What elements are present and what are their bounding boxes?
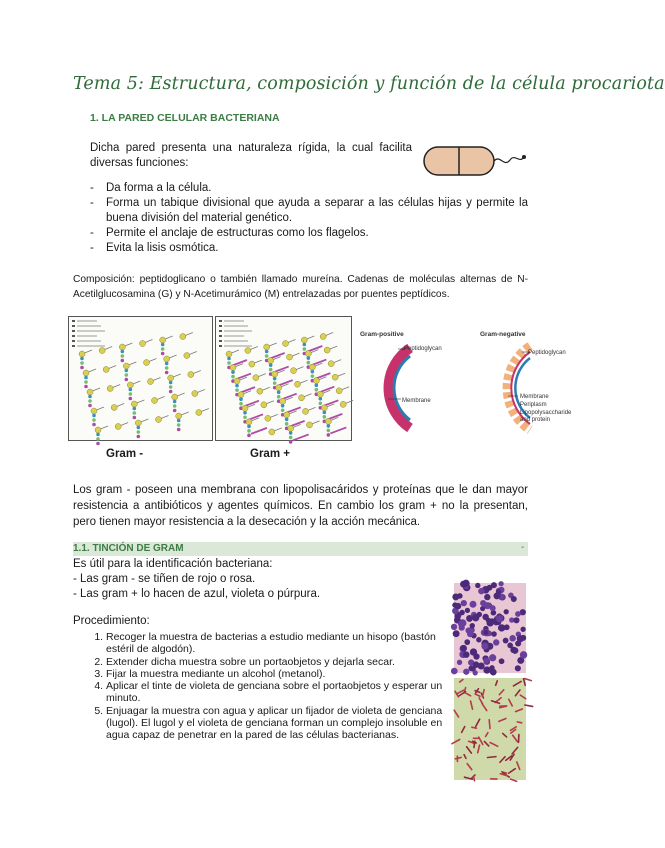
legend-line	[77, 346, 105, 347]
peptide-unit	[327, 424, 331, 428]
sugar-unit	[299, 395, 305, 401]
gram-negative-lattice-figure	[68, 316, 213, 441]
sugar-unit	[321, 405, 327, 411]
gn-periplasm-label: Periplasm	[520, 402, 547, 408]
legend-line	[77, 341, 101, 342]
peptide-unit	[129, 388, 133, 392]
legend-line	[77, 336, 97, 337]
gn-lps-label-1: Lipopolysaccharide	[520, 410, 572, 416]
sugar-unit	[280, 398, 286, 404]
procedure-step: 4. Aplicar el tinte de violeta de genciana sobre el portaobjetos y esperar un minuto.	[106, 680, 461, 705]
bacillus	[474, 776, 475, 781]
sugar-unit	[91, 408, 97, 414]
sugar-unit	[317, 391, 323, 397]
peptide-unit	[285, 422, 289, 426]
sugar-unit	[156, 417, 162, 423]
legend-key	[219, 345, 222, 347]
legend-line	[77, 331, 105, 332]
peptide-unit	[80, 366, 84, 370]
sugar-unit	[291, 368, 297, 374]
peptide-unit	[315, 383, 319, 387]
peptide-unit	[247, 425, 251, 429]
sugar-unit	[152, 398, 158, 404]
sugar-unit	[79, 351, 85, 357]
sugar-unit	[269, 429, 275, 435]
legend-key	[219, 340, 222, 342]
sugar-unit	[83, 370, 89, 376]
sugar-unit	[172, 394, 178, 400]
sugar-unit	[276, 385, 282, 391]
peptide-unit	[281, 404, 285, 408]
coccus	[496, 615, 503, 622]
sugar-unit	[168, 375, 174, 381]
coccus	[464, 639, 470, 645]
peptide-unit	[231, 375, 235, 379]
peptide-unit	[303, 347, 307, 351]
legend-line	[77, 326, 101, 327]
bacillus	[488, 757, 496, 758]
procedure-step: 2. Extender dicha muestra sobre un portaobjetos y dejarla secar.	[106, 656, 461, 668]
sugar-unit	[196, 410, 202, 416]
legend-key	[72, 325, 75, 327]
section-heading-tincion: 1.1. TINCIÓN DE GRAM	[73, 543, 184, 554]
sugar-unit	[234, 378, 240, 384]
procedure-steps	[88, 631, 461, 742]
peptide-unit	[265, 350, 269, 354]
peptide-unit	[277, 395, 281, 399]
sugar-unit	[246, 419, 252, 425]
coccus	[515, 665, 521, 671]
gram-negative-wall-diagram	[470, 326, 595, 436]
micrograph-gram-positive	[454, 583, 526, 673]
gn-membrane-label: Membrane	[520, 394, 549, 400]
sugar-unit	[287, 354, 293, 360]
functions-list	[90, 181, 528, 256]
sugar-unit	[87, 389, 93, 395]
sugar-unit	[238, 392, 244, 398]
peptide-unit	[165, 371, 169, 375]
gn-peptidoglycan-label: Peptidoglycan	[528, 350, 566, 356]
peptide-unit	[235, 388, 239, 392]
coccus	[520, 651, 527, 658]
coccus	[457, 593, 463, 599]
peptide-unit	[243, 415, 247, 419]
coccus	[473, 670, 478, 675]
legend-key	[219, 320, 222, 322]
intro-paragraph: Dicha pared presenta una naturaleza rígida, la cual facilita diversas funciones:	[90, 142, 412, 169]
peptide-unit	[273, 377, 277, 381]
coccus	[451, 668, 458, 675]
sugar-unit	[180, 334, 186, 340]
bacillus	[472, 727, 477, 728]
bacillus	[517, 722, 521, 723]
coccus	[513, 617, 519, 623]
gp-membrane-label: Membrane	[402, 398, 431, 404]
coccus	[475, 583, 480, 588]
sugar-unit	[127, 382, 133, 388]
peptide-unit	[121, 359, 125, 363]
section-heading-dash: -	[521, 542, 525, 553]
utility-text: Es útil para la identificación bacteriana:	[73, 558, 273, 570]
utility-item: - Las gram + lo hacen de azul, violeta o púrpura.	[73, 588, 321, 600]
sugar-unit	[245, 348, 251, 354]
peptide-unit	[303, 343, 307, 347]
legend-line	[224, 336, 244, 337]
procedure-step: 5. Enjuagar la muestra con agua y aplicar un fijador de violeta de genciana (lugol). El lugol y el violeta de genciana forman un complejo insoluble en agua capaz de penetrar en la pared de las células bacterianas.	[106, 705, 461, 742]
sugar-unit	[283, 341, 289, 347]
gp-title: Gram-positive	[360, 331, 404, 338]
peptide-unit	[285, 418, 289, 422]
peptide-unit	[133, 407, 137, 411]
legend-line	[224, 331, 252, 332]
peptide-unit	[173, 404, 177, 408]
procedure-step: 3. Fijar la muestra mediante un alcohol (metanol).	[106, 668, 461, 680]
coccus	[463, 669, 469, 675]
coccus	[478, 663, 485, 670]
sugar-unit	[325, 418, 331, 424]
coccus	[503, 638, 509, 644]
page-title: Tema 5: Estructura, composición y función de la célula procariota	[73, 74, 665, 94]
sugar-unit	[268, 358, 274, 364]
legend-line	[224, 326, 248, 327]
peptide-unit	[247, 429, 251, 433]
coccus	[463, 651, 470, 658]
peptide-unit	[307, 356, 311, 360]
sugar-unit	[261, 402, 267, 408]
procedure-step: 1. Recoger la muestra de bacterias a estudio mediante un hisopo (bastón estéril de algodón).	[106, 631, 461, 656]
peptide-unit	[247, 434, 251, 438]
coccus	[489, 654, 496, 661]
sugar-unit	[111, 405, 117, 411]
sugar-unit	[309, 364, 315, 370]
peptide-unit	[121, 350, 125, 354]
sugar-unit	[324, 347, 330, 353]
sugar-unit	[249, 361, 255, 367]
coccus	[487, 619, 494, 626]
peptide-unit	[129, 397, 133, 401]
coccus	[515, 640, 521, 646]
sugar-unit	[303, 408, 309, 414]
peptide-unit	[327, 429, 331, 433]
sugar-unit	[295, 381, 301, 387]
sugar-unit	[328, 361, 334, 367]
coccus	[504, 624, 510, 630]
coccus	[482, 614, 488, 620]
coccus	[457, 660, 462, 665]
peptide-unit	[133, 416, 137, 420]
legend-key	[219, 330, 222, 332]
peptide-unit	[161, 347, 165, 351]
coccus	[481, 643, 488, 650]
peptide-unit	[239, 402, 243, 406]
peptide-unit	[311, 374, 315, 378]
sugar-unit	[305, 351, 311, 357]
coccus	[512, 647, 519, 654]
sugar-unit	[257, 388, 263, 394]
peptide-unit	[125, 369, 129, 373]
utility-block	[73, 557, 443, 602]
sugar-unit	[99, 348, 105, 354]
peptide-unit	[129, 392, 133, 396]
peptide-unit	[92, 418, 96, 422]
coccus	[460, 581, 467, 588]
gram-positive-lattice-figure	[215, 316, 352, 441]
peptide-unit	[315, 388, 319, 392]
coccus	[467, 631, 474, 638]
coccus	[491, 631, 496, 636]
peptide-unit	[173, 400, 177, 404]
coccus	[511, 596, 517, 602]
peptide-unit	[319, 401, 323, 405]
legend-key	[72, 320, 75, 322]
coccus	[459, 610, 464, 615]
peptide-unit	[177, 428, 181, 432]
coccus	[493, 639, 499, 645]
coccus	[484, 594, 490, 600]
utility-item: - Las gram - se tiñen de rojo o rosa.	[73, 573, 256, 585]
coccus	[520, 627, 525, 632]
peptide-unit	[88, 404, 92, 408]
sugar-unit	[242, 405, 248, 411]
sugar-unit	[176, 413, 182, 419]
sugar-unit	[164, 356, 170, 362]
gp-peptidoglycan-label: Peptidoglycan	[404, 346, 442, 352]
peptide-unit	[161, 343, 165, 347]
peptide-unit	[96, 442, 100, 446]
peptide-unit	[277, 390, 281, 394]
coccus	[504, 609, 509, 614]
legend-line	[224, 346, 252, 347]
peptide-unit	[239, 397, 243, 401]
legend-key	[72, 335, 75, 337]
list-item: - Evita la lisis osmótica.	[90, 241, 528, 256]
peptide-unit	[92, 414, 96, 418]
sugar-unit	[272, 371, 278, 377]
legend-key	[219, 325, 222, 327]
peptide-unit	[227, 357, 231, 361]
sugar-unit	[226, 351, 232, 357]
coccus	[461, 600, 467, 606]
peptide-unit	[169, 381, 173, 385]
coccus	[472, 614, 479, 621]
coccus	[480, 606, 485, 611]
peptide-unit	[307, 361, 311, 365]
peptide-unit	[137, 435, 141, 439]
peptide-unit	[243, 411, 247, 415]
peptide-unit	[289, 436, 293, 440]
composition-paragraph: Composición: peptidoglicano o también llamado mureína. Cadenas de moléculas alternas de N-Acetilglucosamina (G) y N-Acetimurámico (M) entrelazadas por puentes peptídicos.	[73, 274, 528, 300]
gram-comparison-paragraph: Los gram - poseen una membrana con lipopolisacáridos y proteínas que le dan mayor resistencia a antibióticos y agentes químicos. En cambio los gram + no la presentan, pero tienen mayor resistencia a la desecación y la acción mecánica.	[73, 484, 528, 528]
sugar-unit	[160, 337, 166, 343]
peptide-unit	[273, 381, 277, 385]
sugar-unit	[144, 360, 150, 366]
list-item: - Forma un tabique divisional que ayuda a separar a las células hijas y permite la buena división del material genético.	[90, 196, 528, 226]
peptide-unit	[235, 384, 239, 388]
flagellum-tip	[522, 155, 526, 159]
coccus	[451, 624, 457, 630]
peptide-unit	[289, 440, 293, 444]
peptide-unit	[319, 397, 323, 401]
sugar-unit	[332, 374, 338, 380]
sugar-unit	[135, 420, 141, 426]
sugar-unit	[320, 334, 326, 340]
peptide-unit	[289, 431, 293, 435]
peptide-unit	[161, 352, 165, 356]
peptide-unit	[88, 399, 92, 403]
peptide-unit	[137, 430, 141, 434]
coccus	[483, 630, 488, 635]
peptide-unit	[177, 423, 181, 427]
sugar-unit	[140, 341, 146, 347]
procedure-title: Procedimiento:	[73, 615, 150, 627]
list-item: - Da forma a la célula.	[90, 181, 528, 196]
coccus	[455, 603, 461, 609]
peptide-unit	[327, 433, 331, 437]
coccus	[468, 665, 474, 671]
sugar-unit	[95, 427, 101, 433]
coccus	[470, 601, 477, 608]
peptide-unit	[231, 370, 235, 374]
legend-line	[224, 321, 244, 322]
legend-key	[72, 340, 75, 342]
micrograph-gram-negative	[454, 678, 526, 780]
peptide-unit	[169, 385, 173, 389]
sugar-unit	[123, 363, 129, 369]
peptide-unit	[227, 361, 231, 365]
coccus	[453, 630, 460, 637]
sugar-unit	[230, 365, 236, 371]
peptide-unit	[173, 409, 177, 413]
sugar-unit	[119, 344, 125, 350]
coccus	[465, 608, 470, 613]
sugar-unit	[264, 344, 270, 350]
peptide-unit	[88, 395, 92, 399]
sugar-unit	[115, 424, 121, 430]
sugar-unit	[288, 425, 294, 431]
legend-line	[77, 321, 97, 322]
sugar-unit	[301, 337, 307, 343]
peptide-unit	[80, 357, 84, 361]
peptide-unit	[96, 433, 100, 437]
peptide-unit	[165, 362, 169, 366]
coccus	[460, 645, 467, 652]
sugar-unit	[103, 367, 109, 373]
coccus	[483, 658, 489, 664]
bacillus	[489, 720, 490, 729]
peptide-unit	[269, 363, 273, 367]
sugar-unit	[188, 372, 194, 378]
peptide-unit	[96, 437, 100, 441]
peptide-unit	[169, 390, 173, 394]
legend-key	[72, 345, 75, 347]
sugar-unit	[336, 388, 342, 394]
peptide-unit	[269, 368, 273, 372]
list-item: - Permite el anclaje de estructuras como los flagelos.	[90, 226, 528, 241]
coccus	[509, 635, 515, 641]
sugar-unit	[265, 415, 271, 421]
coccus	[458, 620, 465, 627]
coccus	[507, 643, 513, 649]
coccus	[520, 635, 526, 641]
coccus	[493, 592, 500, 599]
peptide-unit	[84, 385, 88, 389]
coccus	[476, 637, 481, 642]
sugar-unit	[107, 386, 113, 392]
peptide-unit	[323, 415, 327, 419]
sugar-unit	[131, 401, 137, 407]
legend-key	[219, 335, 222, 337]
gn-lps-label-2: and protein	[520, 417, 551, 423]
peptide-unit	[323, 411, 327, 415]
legend-key	[72, 330, 75, 332]
peptide-unit	[80, 361, 84, 365]
sugar-unit	[313, 378, 319, 384]
coccus	[473, 653, 479, 659]
coccus	[499, 658, 505, 664]
sugar-unit	[307, 422, 313, 428]
sugar-unit	[192, 391, 198, 397]
peptide-unit	[121, 354, 125, 358]
sugar-unit	[184, 353, 190, 359]
coccus	[498, 581, 503, 586]
peptide-unit	[165, 366, 169, 370]
sugar-unit	[284, 412, 290, 418]
coccus	[515, 611, 521, 617]
sugar-unit	[253, 375, 259, 381]
sugar-unit	[340, 401, 346, 407]
coccus	[470, 623, 475, 628]
peptide-unit	[133, 411, 137, 415]
legend-line	[224, 341, 248, 342]
label-gram-negative: Gram -	[106, 448, 144, 460]
section-heading-pared: 1. LA PARED CELULAR BACTERIANA	[90, 112, 280, 124]
peptide-unit	[265, 354, 269, 358]
bacterium-illustration	[420, 140, 532, 180]
peptide-unit	[125, 373, 129, 377]
peptide-unit	[125, 378, 129, 382]
gn-title: Gram-negative	[480, 331, 526, 338]
peptide-unit	[92, 423, 96, 427]
sugar-unit	[148, 379, 154, 385]
peptide-unit	[311, 370, 315, 374]
peptide-unit	[281, 408, 285, 412]
label-gram-positive: Gram +	[250, 448, 290, 460]
peptide-unit	[177, 419, 181, 423]
peptide-unit	[84, 376, 88, 380]
gram-positive-wall-diagram	[358, 326, 468, 436]
flagellum	[494, 157, 524, 163]
coccus	[489, 665, 494, 670]
peptide-unit	[137, 426, 141, 430]
peptide-unit	[84, 380, 88, 384]
coccus	[478, 588, 484, 594]
